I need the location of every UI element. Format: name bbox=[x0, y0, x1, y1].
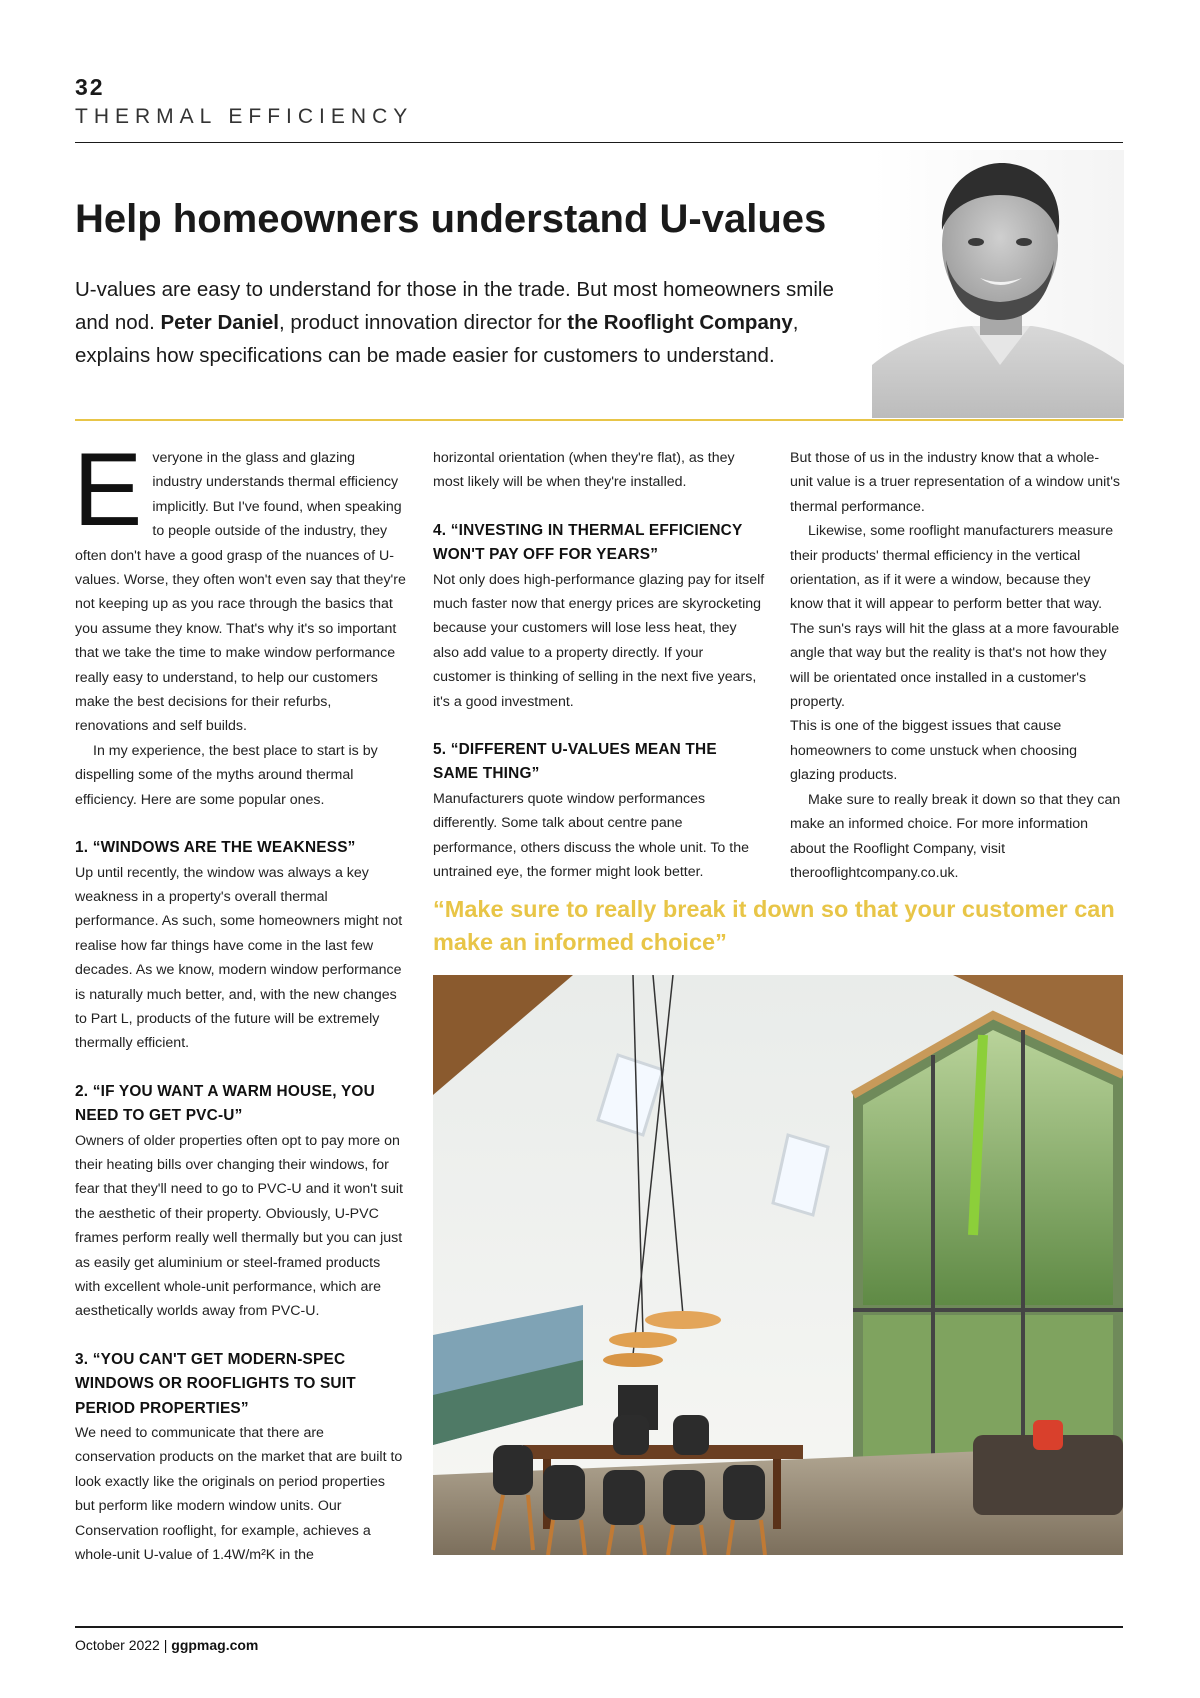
body-paragraph: But those of us in the industry know that a whole-unit value is a truer representation of a window unit's thermal performance. bbox=[790, 450, 1120, 515]
footer-divider bbox=[75, 1626, 1123, 1628]
page-number: 32 bbox=[75, 74, 105, 100]
issue-date: October 2022 bbox=[75, 1637, 160, 1653]
section-label: THERMAL EFFICIENCY bbox=[75, 105, 414, 128]
body-paragraph: Owners of older properties often opt to pay more on their heating bills over changing their windows, for fear that they'll need to go to PVC-U and it won't suit the aesthetic of their property. Obviously, U-PVC frames perform really well thermally but you can just as easily get aluminium or steel-framed products with excellent whole-unit performance, which are aesthetically worlds away from PVC-U. bbox=[75, 1132, 403, 1320]
subheading-myth-5: 5. “DIFFERENT U-VALUES MEAN THE SAME THING” bbox=[433, 741, 717, 783]
author-portrait bbox=[872, 150, 1124, 418]
body-paragraph: Make sure to really break it down so that they can make an informed choice. For more information about the Rooflight Company, visit therooflightcompany.co.uk. bbox=[790, 791, 1121, 881]
article-standfirst bbox=[75, 273, 865, 372]
standfirst-text-3: , explains how specifications can be made easier for customers to understand. bbox=[75, 311, 799, 367]
body-paragraph: horizontal orientation (when they're flat), as they most likely will be when they're installed. bbox=[433, 450, 735, 491]
subheading-myth-2: 2. “IF YOU WANT A WARM HOUSE, YOU NEED TO GET PVC-U” bbox=[75, 1082, 375, 1125]
body-paragraph: Not only does high-performance glazing pay for itself much faster now that energy prices are skyrocketing because your customers will lose less heat, they also add value to a property directly. If your customer is thinking of selling in the next five years, it's a good investment. bbox=[433, 571, 765, 710]
standfirst-author: Peter Daniel bbox=[160, 311, 279, 334]
footer bbox=[75, 1637, 258, 1653]
footer-separator: | bbox=[163, 1637, 168, 1653]
website-link[interactable]: ggpmag.com bbox=[171, 1637, 259, 1653]
body-paragraph: We need to communicate that there are conservation products on the market that are built to look exactly like the originals on period properties but perform like modern window units. Our Conservation rooflight, for example, achieves a whole-unit U-value of 1.4W/m²K in the bbox=[75, 1425, 403, 1564]
subheading-myth-3: 3. “YOU CAN'T GET MODERN-SPEC WINDOWS OR ROOFLIGHTS TO SUIT PERIOD PROPERTIES” bbox=[75, 1350, 356, 1417]
intro-paragraph-text: veryone in the glass and glazing industry understands thermal efficiency implicitly. But I've found, when speaking to people outside of the industry, they often don't have a good grasp of the nuances of U-values. Worse, they often won't even say that they're not keeping up as you race through the basics that you assume they know. That's why it's so important that we take the time to make window performance really easy to understand, to help our customers make the best decisions for their refurbs, renovations and self builds. bbox=[75, 450, 406, 735]
standfirst-text-2: , product innovation director for bbox=[279, 311, 568, 334]
standfirst-text-1: U-values are easy to understand for those in the trade. But most homeowners smile and nod. bbox=[75, 278, 834, 334]
article-column-3 bbox=[790, 446, 1122, 885]
body-paragraph: In my experience, the best place to start is by dispelling some of the myths around thermal efficiency. Here are some popular ones. bbox=[75, 742, 378, 808]
body-paragraph: This is one of the biggest issues that cause homeowners to come unstuck when choosing glazing products. bbox=[790, 718, 1078, 784]
accent-divider bbox=[75, 419, 1123, 421]
body-paragraph: Up until recently, the window was always a key weakness in a property's overall thermal performance. As such, some homeowners might not realise how far things have come in the last few decades. As we know, modern window performance is naturally much better, and, with the new changes to Part L, products of the future will be extremely thermally efficient. bbox=[75, 864, 403, 1052]
intro-paragraph bbox=[73, 432, 407, 739]
subheading-myth-1: 1. “WINDOWS ARE THE WEAKNESS” bbox=[75, 839, 356, 857]
article-column-2 bbox=[433, 446, 765, 885]
subheading-myth-4: 4. “INVESTING IN THERMAL EFFICIENCY WON'T PAY OFF FOR YEARS” bbox=[433, 521, 743, 564]
body-paragraph: Manufacturers quote window performances differently. Some talk about centre pane performance, others discuss the whole unit. To the untrained eye, the former might look better. bbox=[433, 790, 749, 881]
body-paragraph: Likewise, some rooflight manufacturers measure their products' thermal efficiency in the vertical orientation, as if it were a window, because they know that it will appear to perform better that way. The sun's rays will hit the glass at a more favourable angle that way but the reality is that's not how they will be orientated once installed in a customer's property. bbox=[790, 523, 1120, 711]
drop-cap: E bbox=[73, 432, 143, 548]
header-divider bbox=[75, 142, 1123, 143]
article-title: Help homeowners understand U-values bbox=[75, 197, 827, 241]
article-column-1 bbox=[73, 432, 407, 1567]
standfirst-company: the Rooflight Company bbox=[567, 311, 793, 334]
pull-quote: “Make sure to really break it down so that your customer can make an informed choice” bbox=[433, 896, 1115, 955]
interior-photo bbox=[433, 975, 1123, 1555]
